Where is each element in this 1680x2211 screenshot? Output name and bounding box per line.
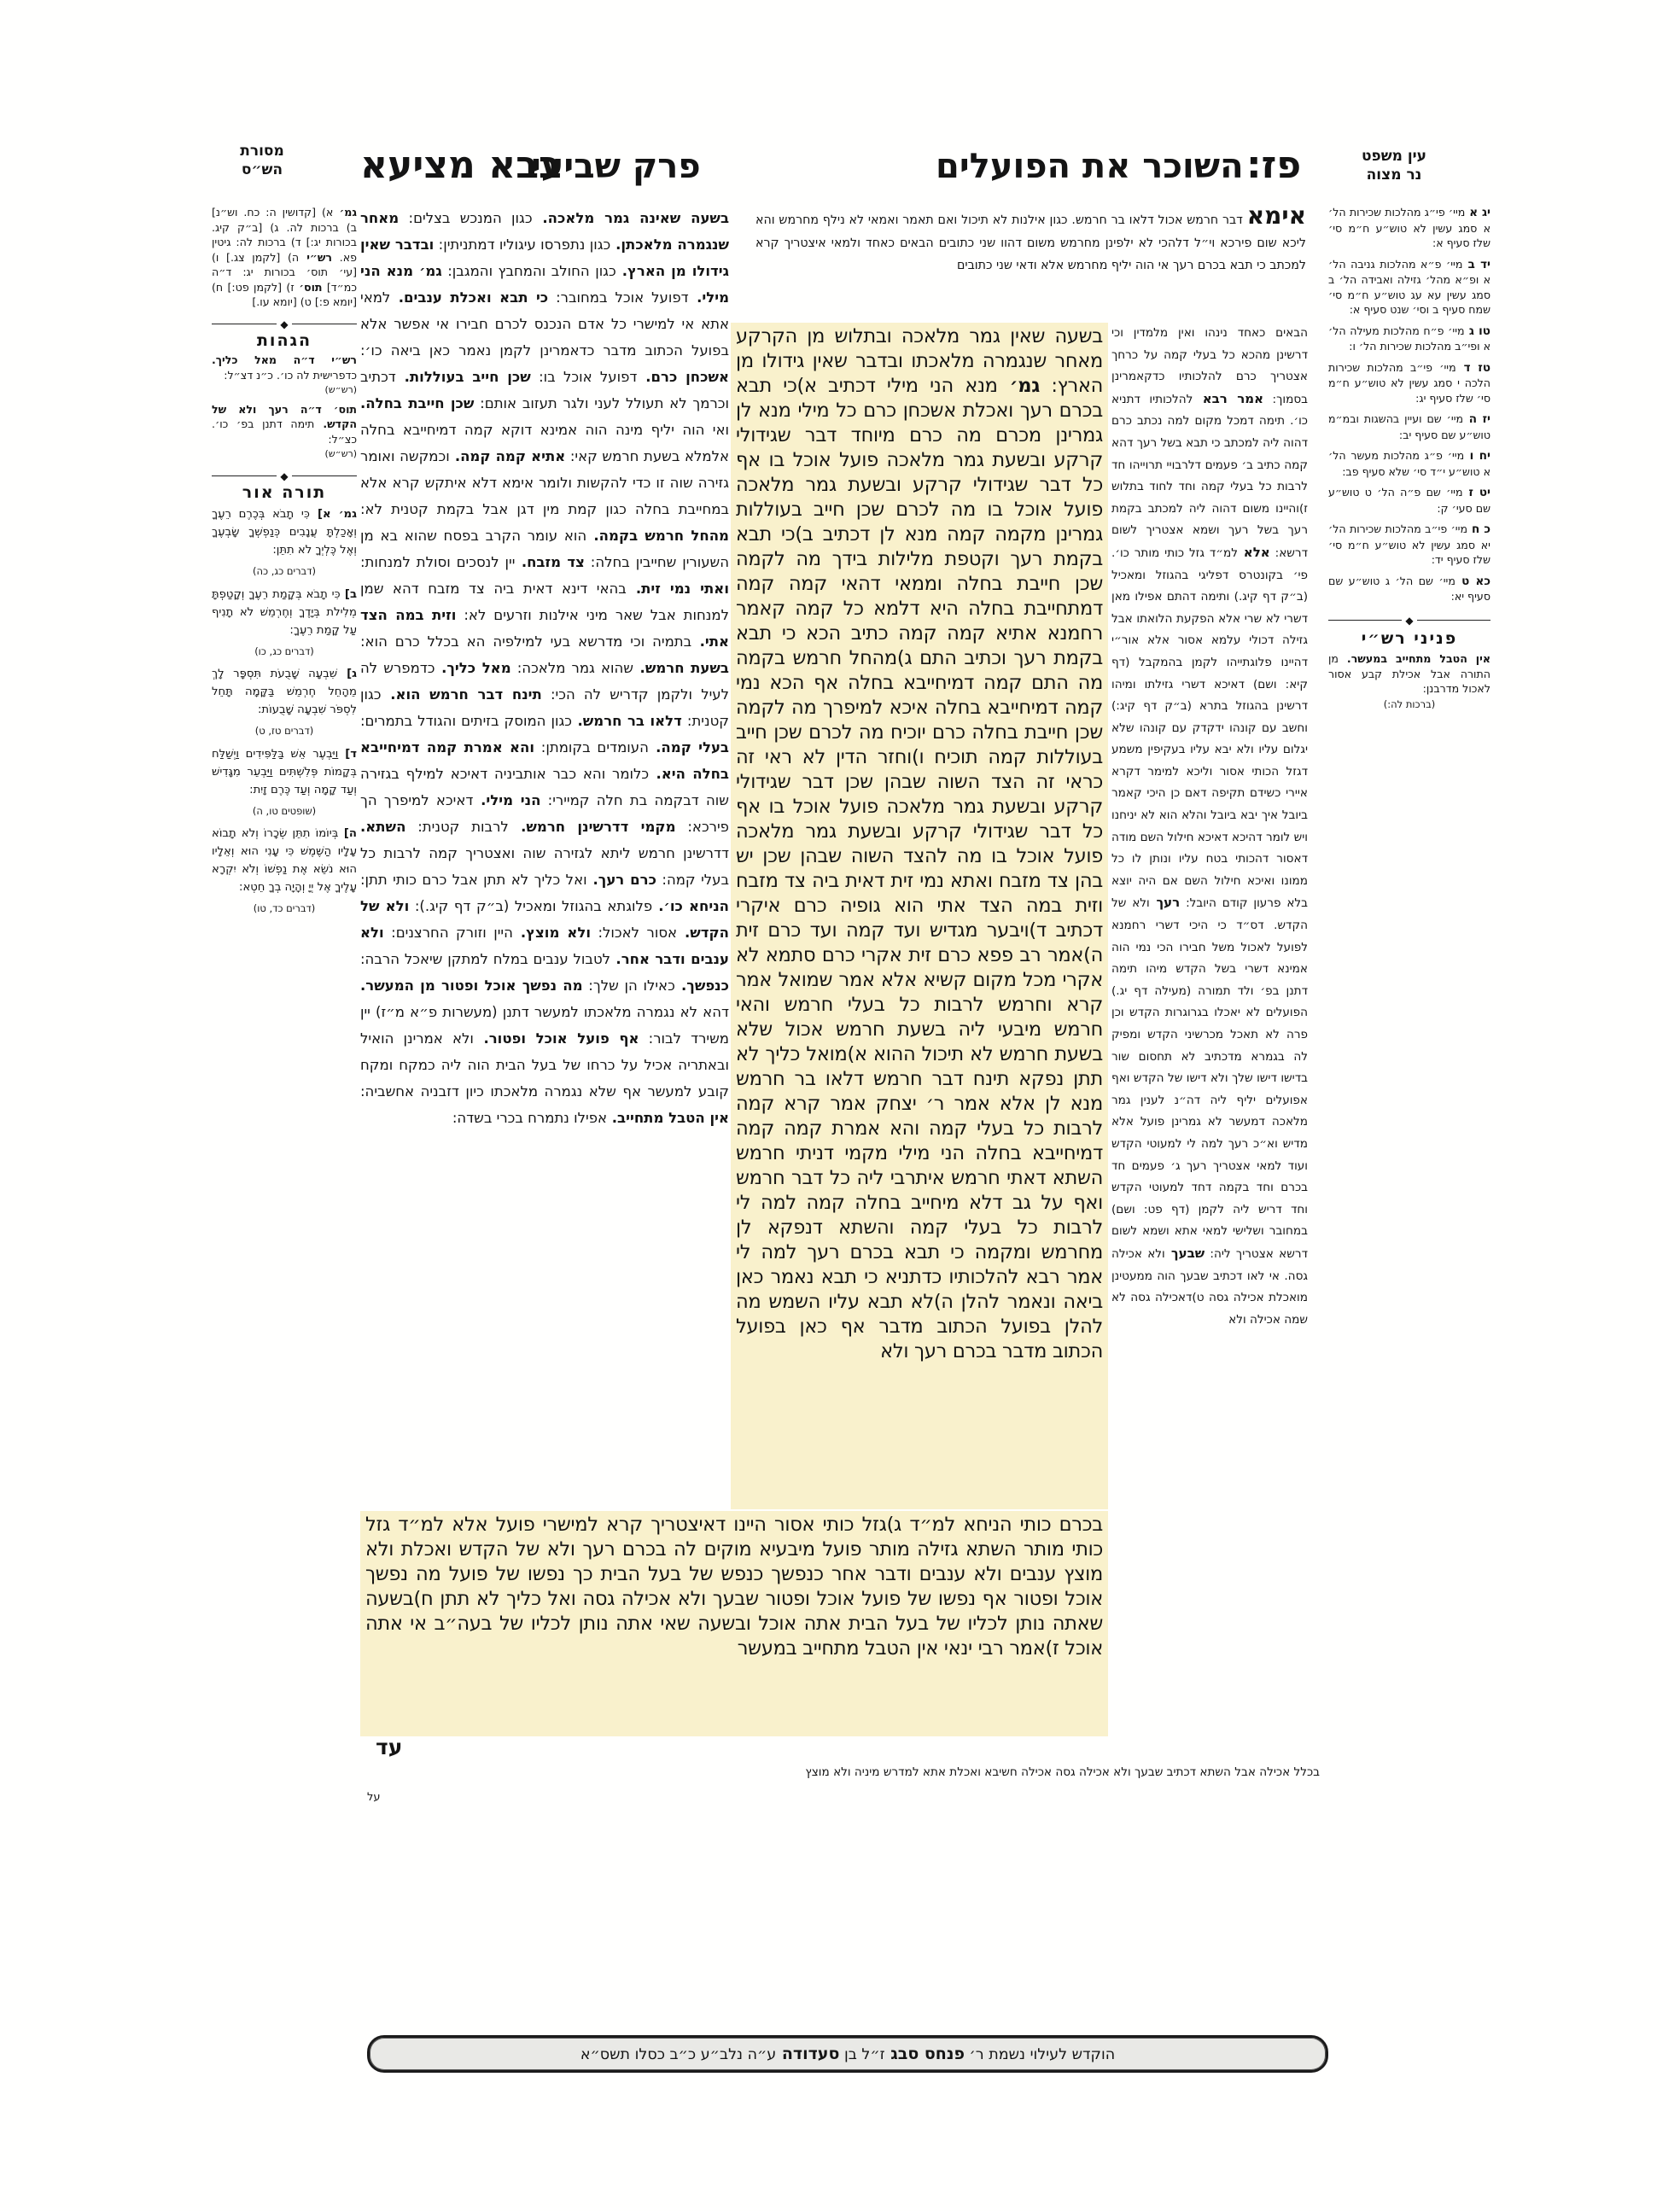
ein-mishpat-entry: טו ג מיי׳ פ״ח מהלכות מעילה הל׳ א ופי״ב מהלכות שכירות הל׳ ו: <box>1328 324 1490 353</box>
tosafot-final-wide-line <box>360 1762 1320 1785</box>
masoret-label-line1: מסורת <box>240 143 284 160</box>
ein-mishpat-entry: יז ה מיי׳ שם ועיין בהשגות ובמ״מ טוש״ע שם סעיף יב: <box>1328 412 1490 441</box>
ornament-glyph: ◆ <box>1405 614 1414 627</box>
hagahot-source: (רש״ש) <box>324 448 357 459</box>
torah-or-verse: גמ׳ א] כִּי תָבֹא בְּכֶרֶם רֵעֶךָ וְאָכַלְתָּ עֲנָבִים כְּנַפְשְׁךָ שָׂבְעֶךָ וְאֶל כֶּלְיְךָ לֹא תִתֵּן: <box>212 508 357 557</box>
dedication-footer <box>367 2035 1328 2073</box>
rashi-commentary: בשעה שאינה גמר מלאכה. כגון המנכש בצלים: מאחר שנגמרה מלאכתן. כגון נתפרסו עיגוליו דמתניתין: ובדבר שאין גידולו מן הארץ. כגון החולב והמחבץ והמגבן: גמ׳ מנא הני מילי. דפועל אוכל במחובר: כי תבא ואכלת ענבים. למאי אתא אי למישרי כל אדם הנכנס לכרם חבירו אי אפשר אלא בפועל הכתוב מדבר כדאמרינן לקמן נאמר כאן ביאה כו׳: אשכחן כרם. דפועל אוכל בו: שכן חייב בעוללות. דכתיב וכרמך לא תעולל לעני ולגר תעזוב אותם: שכן חייבת בחלה. ואי הוה יליף מינה הוה אמינא דוקא קמה דמיחייבא בחלה אלמלא בשעת חרמש קאי: אתיא קמה קמה. וכמקשה ואומר גזירה שוה זו כדי להקשות ולומר אימא דלא איתקש קרא אלא במחייבת בחלה כגון קמת מין דגן אבל בקמת קטנית לא: מהחל חרמש בקמה. הוא עומר הקרב בפסח שהוא בא מן השעורין שחייבין בחלה: צד מזבח. יין לנסכים וסולת למנחות: ואתי נמי זית. בהאי דינא דאית ביה צד מזבח דהא שמן למנחות אבל שאר מיני אילנות וזרעים לא: וזית במה הצד אתי. בתמיה וכי מדרשא בעי למילפיה הא בכלל כרם הוא: בשעת חרמש. שהוא גמר מלאכה: מאל כליך. כדמפרש לה לעיל ולקמן קדריש לה הכי: תינח דבר חרמש הוא. כגון קטנית: דלאו בר חרמש. כגון המוסק בזיתים והגודל בתמרים: בעלי קמה. העומדים בקומתן: והא אמרת קמה דמיחייבא בחלה היא. כלומר והא כבר אותביניה דאיכא למילף בגזירה שוה דבקמה בת חלה קמיירי: הני מילי. דאיכא למיפרך הך פירכא: מקמי דדרשינן חרמש. לרבות קטנית: השתא. דדרשינן חרמש ליתא לגזירה שוה ואצטריך קמה לרבות כל בעלי קמה: כרם רעך. ואל כליך לא תתן אבל כרם כותי תתן: הניחא כו׳. פלוגתא בהגוזל ומאכיל (ב״ק דף קיג.): ולא של הקדש. אסור לאכול: ולא מוצץ. היין וזורק החרצנים: ולא ענבים ודבר אחר. לטבול ענבים במלח למתקן שיאכל הרבה: כנפשך. כאילו הן שלך: מה נפשך אוכל ופטור מן המעשר. דהא לא נגמרה מלאכתו למעשר דתנן (מעשרות פ״א מ״ז) יין משירד לבור: אף פועל אוכל ופטור. ולא אמרינן הואיל ובאתריה אכיל על כרחו של בעל הבית הוה ליה כמקח ומקח קובע למעשר אף שלא נגמרה מלאכתו כיון דזבניה אחשביה: אין הטבל מתחייב. אפילו נתמרח בכרי בשדה: <box>360 210 729 1126</box>
header-daf-number: פז: <box>1246 143 1302 187</box>
tosafot-top-text: דבר חרמש אכול דלאו בר חרמש. כגון אילנות לא תיכול ואם תאמר ואמאי לא נילף מחרמש והא ליכא שום פירכא וי״ל דלהכי לא ילפינן מחרמש משום דהוו שני כתובים הבאים כאחד ולמאי איצטריך קרא למכתב כי תבא בכרם רעך אי הוה יליף מחרמש אלא ודאי שני כתובים <box>755 213 1306 272</box>
hagahot-block <box>212 353 357 462</box>
torah-or-source: (דברים כג, כו) <box>254 645 314 657</box>
ein-mishpat-entry: יד ב מיי׳ פ״א מהלכות גניבה הל׳ א ופ״א מהל׳ גזילה ואבידה הל׳ ב סמג עשין עא עג טוש״ע ח״מ סי׳ שמח סעיף ב וסי׳ שנט סעיף א: <box>1328 257 1490 316</box>
torah-or-verse: ד] וַיַּבְעֶר אֵשׁ בַּלַּפִּידִים וַיְשַׁלַּח בְּקָמוֹת פְּלִשְׁתִּים וַיַּבְעֵר מִגָּדִישׁ וְעַד קָמָה וְעַד כֶּרֶם זָיִת: <box>212 747 357 796</box>
header-perek-number: פרק שביעי <box>531 147 701 186</box>
left-margin-column <box>212 205 357 923</box>
hagahot-title: הגהות <box>256 330 312 350</box>
hagahot-entry: רש״י ד״ה מאל כליך. כדפרישית לה כו׳. כ״נ דצ״ל: (רש״ש) <box>212 353 357 398</box>
torah-or-source: (דברים טז, ט) <box>254 725 314 737</box>
ornament-glyph: ◆ <box>280 470 289 482</box>
gemara-highlighted-wide <box>360 1511 1108 1736</box>
tosafot-catchword: על <box>367 1791 381 1804</box>
divider-ornament <box>212 470 357 482</box>
gemara-highlighted-main: בשעה שאין גמר מלאכה ובתלוש מן הקרקע מאחר שנגמרה מלאכתו ובדבר שאין גידולו מן הארץ: גמ׳ מנא הני מילי דכתיב א)כי תבא בכרם רעך ואכלת אשכחן כרם כל מילי מנא לן גמרינן מכרם מה כרם מיוחד דבר שגידולי קרקע ובשעת גמר מלאכה פועל אוכל בו אף כל דבר שגידולי קרקע ובשעת גמר מלאכה פועל אוכל בו מה לכרם שכן חייב בעוללות גמרינן מקמה קמה מנא לן דכתיב ב)כי תבא בקמת רעך וקטפת מלילות בידך מה לקמה שכן חייבת בחלה וממאי דהאי קמה קמה דמתחייבת בחלה היא דלמא כל קמה קאמר רחמנא אתיא קמה קמה כתיב הכא כי תבא בקמת רעך וכתיב התם ג)מהחל חרמש בקמה מה התם קמה דמיחייבא בחלה אף הכא נמי קמה דמיחייבא בחלה איכא למיפרך מה לקמה שכן חייבת בחלה כרם יוכיח מה לכרם שכן חייב בעוללות קמה תוכיח ו)וחזר הדין לא ראי זה כראי זה הצד השוה שבהן שכן דבר שגידולי קרקע ובשעת גמר מלאכה פועל אוכל בו אף כל דבר שגידולי קרקע ובשעת גמר מלאכה פועל אוכל בו מה להצד השוה שבהן שכן יש בהן צד מזבח ואתא נמי זית דאית ביה צד מזבח וזית במה הצד אתי הוא גופיה כרם איקרי דכתיב ד)ויבער מגדיש ועד קמה ועד כרם זית ה)אמר רב פפא כרם זית אקרי כרם סתמא לא אקרי מכל מקום קשיא אלא אמר שמואל אמר קרא וחרמש לרבות כל בעלי חרמש והאי חרמש מיבעי ליה בשעת חרמש אכול שלא בשעת חרמש לא תיכול ההוא א)מואל כליך לא תתן נפקא תינח דבר חרמש דלאו בר חרמש מנא לן אלא אמר ר׳ יצחק אמר קרא קמה לרבות כל בעלי קמה והא אמרת קמה קמה דמיחייבא בחלה הני מילי מקמי דניתי חרמש השתא דאתי חרמש איתרבי ליה כל דבר חרמש ואף על גב דלא מיחייב בחלה קמה למה לי לרבות כל בעלי קמה והשתא דנפקא לן מחרמש ומקמה כי תבא בכרם רעך למה לי אמר רבא להלכותיו כדתניא כי תבא נאמר כאן ביאה ונאמר להלן ה)לא תבא עליו השמש מה להלן בפועל הכתוב מדבר אף כאן בפועל הכתוב מדבר בכרם רעך ולא <box>731 323 1108 1509</box>
tosafot-top-lines <box>755 205 1306 321</box>
peninei-rashi-entry: אין הטבל מתחייב במעשר. מן התורה אבל אכילת קבע אסור לאכול מדרבנן: (ברכות לה:) <box>1328 651 1490 712</box>
ein-mishpat-block <box>1328 205 1490 604</box>
ein-mishpat-label-line1: עין משפט <box>1361 148 1426 165</box>
ein-mishpat-entry: טז ד מיי׳ פי״ב מהלכות שכירות הלכה י סמג עשין לא טוש״ע ח״מ סי׳ שלז סעיף יג: <box>1328 360 1491 405</box>
ein-mishpat-label <box>1339 147 1450 184</box>
torah-or-title: תורה אור <box>242 482 327 502</box>
hagahot-entry: תוס׳ ד״ה רעך ולא של הקדש. תימה דתנן בפ׳ כו׳. כצ״ל: (רש״ש) <box>212 402 357 462</box>
ein-mishpat-entry: כא ט מיי׳ שם הל׳ ג טוש״ע שם סעיף יא: <box>1328 574 1491 603</box>
tosafot-wide-line-text: בכלל אכילה אבל השתא דכתיב שבעך ולא אכילה גסה אכילה חשיבא ואכלת אתא למדרש מיניה ולא מוצץ <box>805 1765 1320 1779</box>
tosafot-first-dh: אימא <box>1246 205 1306 230</box>
peninei-rashi-block <box>1328 651 1490 712</box>
right-margin-column <box>1328 205 1490 718</box>
peninei-rashi-title: פניני רש״י <box>1361 628 1458 648</box>
torah-or-source: (שופטים טו, ה) <box>252 804 317 817</box>
masoret-hashas-label <box>215 142 309 179</box>
divider-ornament <box>1328 615 1490 627</box>
header-masechet: בבא מציעא <box>360 143 562 187</box>
torah-or-block <box>212 505 357 917</box>
masoret-label-line2: הש״ס <box>241 161 283 178</box>
ein-mishpat-entry: יט ז מיי׳ שם פ״ה הל׳ ט טוש״ע שם סעי׳ ק: <box>1328 486 1490 515</box>
peninei-rashi-source: (ברכות לה:) <box>1383 697 1436 710</box>
gemara-last-word: עד <box>376 1735 403 1759</box>
torah-or-verse: ב] כִּי תָבֹא בְּקָמַת רֵעֶךָ וְקָטַפְתָּ מְלִילֹת בְּיָדֶךָ וְחֶרְמֵשׁ לֹא תָנִיף עַל קָמַת רֵעֶךָ: <box>212 587 357 637</box>
torah-or-source: (דברים כד, טו) <box>253 902 316 914</box>
gemara-wide-text: בכרם כותי הניחא למ״ד ג)גזל כותי אסור היינו דאיצטריך קרא למישרי פועל אלא למ״ד גזל כותי מותר השתא גזילה מותר פועל מיבעיא מוקים לה בכרם רעך ולא של הקדש ואכלת ולא מוצץ ענבים ולא ענבים ודבר אחר כנפשך כנפש של בעל הבית כך נפשו של פועל מה נפשך אוכל ופטור אף נפשו של פועל אוכל ופטור שבעך ולא אכילה גסה ואל כליך לא תתן ח)בשעה שאתה נותן לכליו של בעל הבית אתה אוכל ובשעה שאי אתה נותן לכליו של בעה״ב אי אתה אוכל ז)אמר רבי ינאי אין הטבל מתחייב במעשר <box>365 1514 1103 1660</box>
tosafot-commentary: הבאים כאחד נינהו ואין מלמדין וכי דרשינן מהכא כל בעלי קמה על כרחך אצטריך כרם להלכותיו כדקאמרינן בסמוך: אמר רבא להלכותיו דתניא כו׳. תימה דמכל מקום למה נכתב כרם דהוה ליה למכתב כי תבא בשל רעך דהא קמה כתיב ב׳ פעמים דלרבויי תרוייהו חד לרבות כל בעלי קמה וחד לחוד בתלוש ז)והיינו משום דהוה ליה למכתב בקמת רעך בשל רעך ושמא אצטריך לשום דרשא: אלא למ״ד גזל כותי מותר כו׳. פי׳ בקונטרס דפליגי בהגוזל ומאכיל (ב״ק דף קיג.) ותימה דהתם אפילו מאן דשרי לא שרי אלא הפקעת הלואתו אבל גזילה דכולי עלמא אסור אלא אור״י דהיינו פלוגתייהו לקמן בהמקבל (דף קיא: ושם) דאיכא דשרי גזילתו ומיהו דרשינן בהגוזל בתרא (ב״ק דף קיג:) וחשב עם קונהו ידקדק עם קונהו שלא יגלום עליו ולא יבא עליו בעקיפין משמע דגזל הכותי אסור וליכא למימר דקרא איירי כשידם תקיפה דאם כן היכי קאמר ביובל איך יבא ביובל והלא הוא לא יניחנו ויש לומר דהיכא דאיכא חילול השם מודה דאסור דהכותי בטח עליו ונותן לו כל ממונו ואיכא חילול השם אם היה יוצא בלא פרעון קודם היובל: רעך ולא של הקדש. דס״ד כי היכי דשרי רחמנא לפועל לאכול משל חבירו הכי נמי הוה אמינא דשרי בשל הקדש מיהו תימה דתנן בפ׳ ולד תמורה (מעילה דף יג.) הפועלים לא יאכלו בגרוגרות הקדש וכן פרה לא תאכל מכרשיני הקדש ומפיק לה בגמרא מדכתיב לא תחסום שור בדישו דישו שלך ולא דישו של הקדש ואף אפועלים יליף ליה דה״נ לענין גמר מלאכה דמעשר לא גמרינן פועל אלא מדיש וא״כ רעך למה לי למעוטי הקדש ועוד למאי אצטריך רעך ג׳ פעמים חד בכרם וחד בקמה דחד למעוטי הקדש וחד דריש ליה לקמן (דף פט: ושם) במחובר ושלישי למאי אתא ושמא לשום דרשא אצטריך ליה: שבעך ולא אכילה גסה. אי לאו דכתיב שבעך הוה ממעטינן מואכלת אכילה גסה ט)דאכילה גסה לא שמה אכילה ולא <box>1111 326 1308 1327</box>
header-perek-name: השוכר את הפועלים <box>936 147 1244 186</box>
ein-mishpat-label-line2: נר מצוה <box>1366 166 1422 184</box>
dedication-text: הוקדש לעילוי נשמת ר׳ פנחס סבג ז״ל בן סעדודה ע״ה נלב״ע כ״ב כסלו תשס״א <box>580 2045 1116 2063</box>
ornament-glyph: ◆ <box>280 318 289 330</box>
ein-mishpat-entry: כ ח מיי׳ פי״ב מהלכות שכירות הל׳ יא סמג עשין לא טוש״ע ח״מ סי׳ שלז סעיף יד: <box>1328 522 1490 566</box>
ein-mishpat-entry: יג א מיי׳ פי״ג מהלכות שכירות הל׳ א סמג עשין לא טוש״ע ח״מ סי׳ שלז סעיף א: <box>1328 206 1490 249</box>
torah-or-verse: ג] שִׁבְעָה שָׁבֻעֹת תִּסְפָּר לָךְ מֵהָחֵל חֶרְמֵשׁ בַּקָּמָה תָּחֵל לִסְפֹּר שִׁבְעָה שָׁבֻעוֹת: <box>212 668 357 716</box>
hagahot-source: (רש״ש) <box>324 384 357 395</box>
divider-ornament <box>212 318 357 330</box>
torah-or-verse: ה] בְּיוֹמוֹ תִתֵּן שְׂכָרוֹ וְלֹא תָבוֹא עָלָיו הַשֶּׁמֶשׁ כִּי עָנִי הוּא וְאֵלָיו הוּא נֹשֵׂא אֶת נַפְשׁוֹ וְלֹא יִקְרָא עָלֶיךָ אֶל יְיָ וְהָיָה בְךָ חֵטְא: <box>212 827 357 894</box>
torah-or-source: (דברים כג, כה) <box>253 565 316 577</box>
masoret-hashas-block: גמ׳ א) [קדושין ה: כח. וש״נ] ב) ברכות לה. ג) [ב״ק קיג. בכורות יג:] ד) ברכות לה: גיטין פא. רש״י ה) [לקמן צג.] ו) [עי׳ תוס׳ בכורות יג: ד״ה כמ״ד] תוס׳ ז) [לקמן פט:] ח) [יומא פ:] ט) [יומא עו.] <box>212 206 357 308</box>
ein-mishpat-entry: יח ו מיי׳ פ״ג מהלכות מעשר הל׳ א טוש״ע י״ד סי׳ שלא סעיף פב: <box>1328 449 1490 478</box>
